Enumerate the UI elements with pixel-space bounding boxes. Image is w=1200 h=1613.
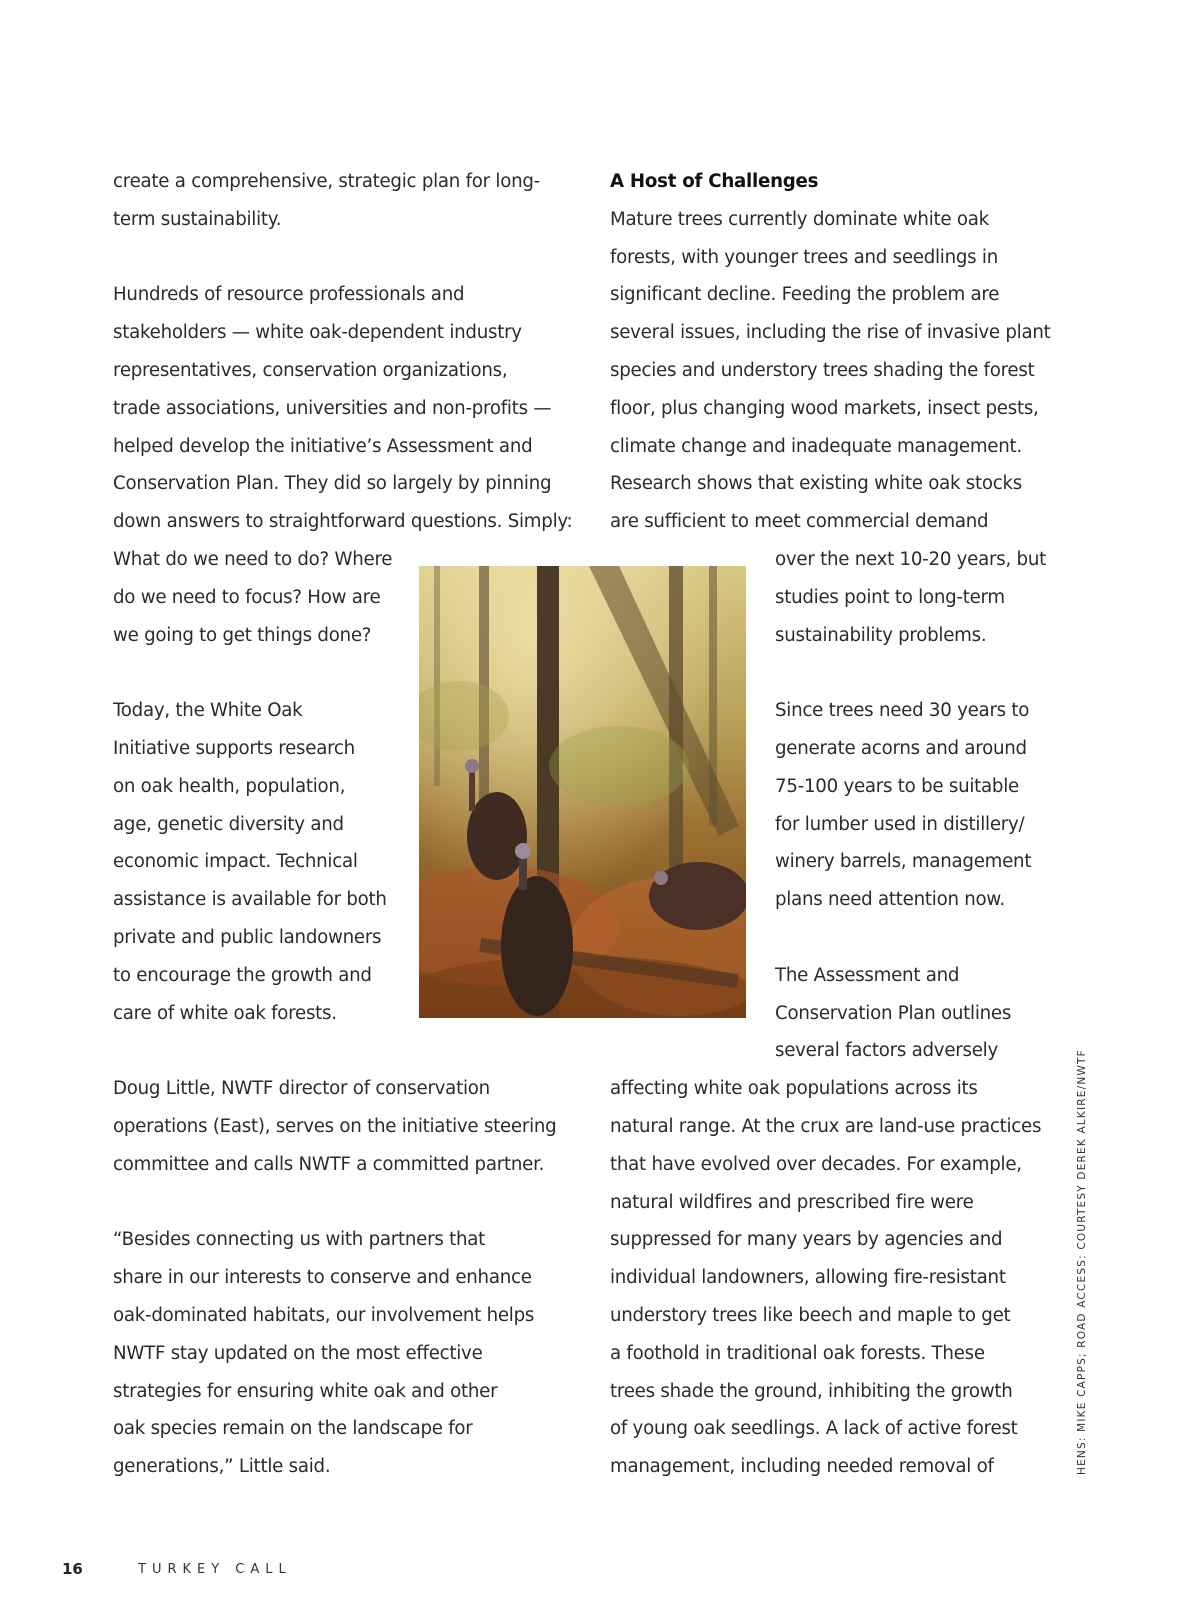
left-text-line: down answers to straightforward questions. Simply: xyxy=(113,511,573,533)
left-text-line: Doug Little, NWTF director of conservation xyxy=(113,1078,490,1100)
right-text-line: that have evolved over decades. For example, xyxy=(610,1153,1022,1175)
right-text-line: floor, plus changing wood markets, insect pests, xyxy=(610,397,1039,419)
right-text-line: Research shows that existing white oak stocks xyxy=(610,473,1023,495)
right-text-line: 75-100 years to be suitable xyxy=(775,775,1019,797)
left-text-line: Hundreds of resource professionals and xyxy=(113,284,465,306)
right-text-line: several factors adversely xyxy=(775,1040,998,1062)
right-text-line: affecting white oak populations across its xyxy=(610,1078,978,1100)
right-text-line: are sufficient to meet commercial demand xyxy=(610,511,989,533)
left-text-line: representatives, conservation organizations, xyxy=(113,360,508,381)
right-text-line: for lumber used in distillery/ xyxy=(775,813,1025,835)
left-text-line: economic impact. Technical xyxy=(113,851,358,873)
left-text-line: do we need to focus? How are xyxy=(113,586,381,608)
left-text-line: “Besides connecting us with partners that xyxy=(113,1229,486,1251)
right-text-line: climate change and inadequate management. xyxy=(610,435,1022,457)
right-text-line: of young oak seedlings. A lack of active forest xyxy=(610,1418,1018,1440)
left-text-line: committee and calls NWTF a committed partner. xyxy=(113,1153,545,1175)
section-heading: A Host of Challenges xyxy=(610,171,819,192)
left-text-line: stakeholders — white oak-dependent industry xyxy=(113,322,522,344)
left-text-line: helped develop the initiative’s Assessment and xyxy=(113,435,533,457)
left-text-line: we going to get things done? xyxy=(113,624,372,646)
turkey-hens-photo xyxy=(419,566,746,1018)
left-text-line: What do we need to do? Where xyxy=(113,549,393,570)
right-text-line: forests, with younger trees and seedlings in xyxy=(610,246,999,268)
right-text-line: studies point to long-term xyxy=(775,586,1005,608)
magazine-name: TURKEY CALL xyxy=(138,1562,292,1577)
right-text-line: significant decline. Feeding the problem are xyxy=(610,284,1000,306)
right-text-line: individual landowners, allowing fire-resistant xyxy=(610,1267,1006,1289)
left-text-line: strategies for ensuring white oak and other xyxy=(113,1380,498,1402)
left-text-line: Today, the White Oak xyxy=(113,700,303,722)
left-text-line: share in our interests to conserve and enhance xyxy=(113,1267,532,1289)
left-text-line: create a comprehensive, strategic plan for long- xyxy=(113,171,540,192)
right-text-line: winery barrels, management xyxy=(775,851,1032,873)
right-text-line: Conservation Plan outlines xyxy=(775,1002,1012,1024)
right-text-line: plans need attention now. xyxy=(775,889,1005,911)
right-text-line: Since trees need 30 years to xyxy=(775,700,1030,722)
right-text-line: generate acorns and around xyxy=(775,738,1027,759)
right-text-line: species and understory trees shading the forest xyxy=(610,360,1035,381)
right-text-line: Mature trees currently dominate white oak xyxy=(610,208,989,230)
left-text-line: oak-dominated habitats, our involvement helps xyxy=(113,1305,535,1326)
right-text-line: understory trees like beech and maple to get xyxy=(610,1305,1011,1326)
left-text-line: private and public landowners xyxy=(113,927,382,948)
left-text-line: to encourage the growth and xyxy=(113,964,372,986)
forest-turkeys-image xyxy=(419,566,746,1018)
left-text-line: age, genetic diversity and xyxy=(113,813,344,835)
left-text-line: on oak health, population, xyxy=(113,775,346,797)
right-text-line: natural range. At the crux are land-use practices xyxy=(610,1116,1042,1137)
left-text-line: generations,” Little said. xyxy=(113,1456,331,1478)
right-text-line: over the next 10-20 years, but xyxy=(775,549,1046,570)
photo-credit: HENS: MIKE CAPPS; ROAD ACCESS: COURTESY DEREK ALKIRE/NWTF xyxy=(1076,1049,1088,1475)
left-text-line: operations (East), serves on the initiative steering xyxy=(113,1116,557,1137)
right-text-line: suppressed for many years by agencies and xyxy=(610,1229,1003,1251)
right-text-line: management, including needed removal of xyxy=(610,1456,994,1478)
page-number: 16 xyxy=(62,1560,83,1578)
right-text-line: natural wildfires and prescribed fire were xyxy=(610,1191,974,1213)
left-text-line: care of white oak forests. xyxy=(113,1002,337,1024)
left-text-line: Initiative supports research xyxy=(113,738,355,759)
left-text-line: Conservation Plan. They did so largely by pinning xyxy=(113,473,552,495)
left-text-line: NWTF stay updated on the most effective xyxy=(113,1342,483,1364)
left-text-line: trade associations, universities and non-profits — xyxy=(113,397,552,419)
right-text-line: trees shade the ground, inhibiting the growth xyxy=(610,1380,1013,1402)
right-text-line: sustainability problems. xyxy=(775,624,987,646)
left-text-line: oak species remain on the landscape for xyxy=(113,1418,473,1440)
right-text-line: The Assessment and xyxy=(775,964,960,986)
right-text-line: several issues, including the rise of invasive plant xyxy=(610,322,1051,344)
right-text-line: a foothold in traditional oak forests. These xyxy=(610,1342,985,1364)
left-text-line: term sustainability. xyxy=(113,208,282,230)
left-text-line: assistance is available for both xyxy=(113,889,387,911)
